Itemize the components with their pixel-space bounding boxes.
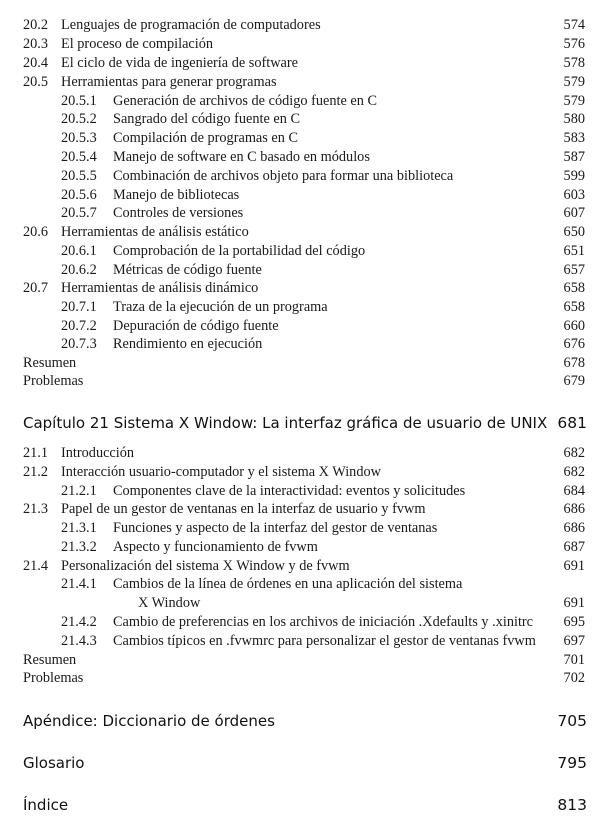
toc-entry bbox=[0, 204, 600, 223]
section-title: Manejo de software en C basado en módulos bbox=[113, 149, 370, 165]
section-title: Cambio de preferencias en los archivos de iniciación .Xdefaults y .xinitrc bbox=[113, 614, 534, 630]
toc-entry bbox=[0, 613, 600, 632]
page-number: 679 bbox=[563, 373, 585, 389]
page-number: 574 bbox=[563, 17, 585, 33]
section-number: 21.4.3 bbox=[61, 633, 97, 649]
page-number: 657 bbox=[563, 262, 585, 278]
section-title: Papel de un gestor de ventanas en la interfaz de usuario y fvwm bbox=[61, 501, 426, 517]
section-number: 20.7.2 bbox=[61, 318, 97, 334]
page-number: 580 bbox=[563, 111, 585, 127]
page-number: 658 bbox=[563, 299, 585, 315]
page-number: 701 bbox=[563, 652, 585, 668]
page-number: 599 bbox=[563, 168, 585, 184]
section-number: 21.2 bbox=[23, 464, 49, 480]
section-title: Herramientas de análisis dinámico bbox=[61, 280, 259, 296]
section-number: 20.5.7 bbox=[61, 205, 97, 221]
toc-entry bbox=[0, 575, 600, 594]
section-title: Compilación de programas en C bbox=[113, 130, 299, 146]
page-number: 705 bbox=[557, 712, 587, 730]
section-title: Rendimiento en ejecución bbox=[113, 336, 263, 352]
page-number: 678 bbox=[563, 355, 585, 371]
section-number: 21.1 bbox=[23, 445, 49, 461]
section-number: 20.5.5 bbox=[61, 168, 97, 184]
page-number: 681 bbox=[557, 414, 587, 432]
page-number: 660 bbox=[563, 318, 585, 334]
section-number: 21.4 bbox=[23, 558, 49, 574]
toc-entry bbox=[0, 298, 600, 317]
page-number: 578 bbox=[563, 55, 585, 71]
index-title: Índice bbox=[23, 796, 69, 814]
section-title: Funciones y aspecto de la interfaz del gestor de ventanas bbox=[113, 520, 438, 536]
section-title: Herramientas de análisis estático bbox=[61, 224, 249, 240]
section-number: 21.4.2 bbox=[61, 614, 97, 630]
section-title: Resumen bbox=[23, 652, 77, 668]
glossary-heading bbox=[0, 751, 600, 775]
toc-entry bbox=[0, 632, 600, 651]
page-number: 583 bbox=[563, 130, 585, 146]
page-number: 682 bbox=[563, 464, 585, 480]
section-number: 20.6.2 bbox=[61, 262, 97, 278]
section-number: 21.3.1 bbox=[61, 520, 97, 536]
toc-entry bbox=[0, 16, 600, 35]
section-title: Combinación de archivos objeto para formar una biblioteca bbox=[113, 168, 454, 184]
toc-entry-summary bbox=[0, 651, 600, 670]
section-title: Manejo de bibliotecas bbox=[113, 187, 240, 203]
toc-entry-problems bbox=[0, 372, 600, 391]
section-number: 21.3.2 bbox=[61, 539, 97, 555]
section-number: 20.6.1 bbox=[61, 243, 97, 259]
toc-entry bbox=[0, 242, 600, 261]
section-title: Depuración de código fuente bbox=[113, 318, 279, 334]
page-number: 684 bbox=[563, 483, 585, 499]
section-number: 20.5.3 bbox=[61, 130, 97, 146]
section-title: Controles de versiones bbox=[113, 205, 244, 221]
section-title: Traza de la ejecución de un programa bbox=[113, 299, 328, 315]
section-title: Cambios típicos en .fvwmrc para personalizar el gestor de ventanas fvwm bbox=[113, 633, 536, 649]
section-number: 20.7 bbox=[23, 280, 49, 296]
section-number: 20.2 bbox=[23, 17, 49, 33]
section-title: Cambios de la línea de órdenes en una aplicación del sistema bbox=[113, 576, 463, 592]
toc-entry bbox=[0, 482, 600, 501]
toc-entry bbox=[0, 167, 600, 186]
page-number: 702 bbox=[563, 670, 585, 686]
chapter-title: Capítulo 21 Sistema X Window: La interfaz gráfica de usuario de UNIX bbox=[23, 414, 548, 432]
toc-entry bbox=[0, 54, 600, 73]
page-number: 682 bbox=[563, 445, 585, 461]
section-number: 21.2.1 bbox=[61, 483, 97, 499]
section-title: X Window bbox=[138, 595, 201, 611]
section-title: Personalización del sistema X Window y de fvwm bbox=[61, 558, 350, 574]
page-number: 651 bbox=[563, 243, 585, 259]
toc-entry bbox=[0, 538, 600, 557]
toc-entry bbox=[0, 279, 600, 298]
section-title: Problemas bbox=[23, 670, 84, 686]
section-number: 20.5.1 bbox=[61, 93, 97, 109]
section-number: 20.5.4 bbox=[61, 149, 97, 165]
page-number: 579 bbox=[563, 74, 585, 90]
section-number: 21.3 bbox=[23, 501, 49, 517]
section-title: Sangrado del código fuente en C bbox=[113, 111, 300, 127]
toc-entry bbox=[0, 500, 600, 519]
section-title: Aspecto y funcionamiento de fvwm bbox=[113, 539, 318, 555]
section-number: 20.5.2 bbox=[61, 111, 97, 127]
section-number: 20.7.3 bbox=[61, 336, 97, 352]
section-title: Problemas bbox=[23, 373, 84, 389]
page-number: 813 bbox=[557, 796, 587, 814]
chapter-heading bbox=[0, 411, 600, 435]
section-number: 20.5 bbox=[23, 74, 49, 90]
page-number: 691 bbox=[563, 595, 585, 611]
page-number: 587 bbox=[563, 149, 585, 165]
toc-entry bbox=[0, 519, 600, 538]
appendix-title: Apéndice: Diccionario de órdenes bbox=[23, 712, 275, 730]
section-title: Lenguajes de programación de computadores bbox=[61, 17, 321, 33]
toc-entry-problems bbox=[0, 669, 600, 688]
page-number: 686 bbox=[563, 501, 585, 517]
toc-entry-continuation bbox=[0, 594, 600, 613]
toc-entry bbox=[0, 557, 600, 576]
toc-entry-summary bbox=[0, 354, 600, 373]
page-number: 691 bbox=[563, 558, 585, 574]
toc-entry bbox=[0, 148, 600, 167]
page-number: 658 bbox=[563, 280, 585, 296]
toc-entry bbox=[0, 223, 600, 242]
toc-entry bbox=[0, 92, 600, 111]
toc-entry bbox=[0, 444, 600, 463]
toc-entry bbox=[0, 35, 600, 54]
section-number: 21.4.1 bbox=[61, 576, 97, 592]
page-number: 603 bbox=[563, 187, 585, 203]
section-title: El proceso de compilación bbox=[61, 36, 214, 52]
section-title: El ciclo de vida de ingeniería de software bbox=[61, 55, 298, 71]
toc-entry bbox=[0, 463, 600, 482]
page-number: 576 bbox=[563, 36, 585, 52]
section-title: Generación de archivos de código fuente en C bbox=[113, 93, 377, 109]
page-number: 686 bbox=[563, 520, 585, 536]
toc-entry bbox=[0, 186, 600, 205]
glossary-title: Glosario bbox=[23, 754, 85, 772]
toc-entry bbox=[0, 335, 600, 354]
index-heading bbox=[0, 793, 600, 817]
page-number: 695 bbox=[563, 614, 585, 630]
page-number: 579 bbox=[563, 93, 585, 109]
toc-entry bbox=[0, 110, 600, 129]
section-title: Herramientas para generar programas bbox=[61, 74, 277, 90]
page-number: 687 bbox=[563, 539, 585, 555]
page-number: 795 bbox=[557, 754, 587, 772]
toc-entry bbox=[0, 129, 600, 148]
section-number: 20.3 bbox=[23, 36, 49, 52]
section-title: Comprobación de la portabilidad del código bbox=[113, 243, 366, 259]
section-title: Interacción usuario-computador y el sistema X Window bbox=[61, 464, 381, 480]
section-title: Introducción bbox=[61, 445, 135, 461]
page-number: 607 bbox=[563, 205, 585, 221]
section-title: Resumen bbox=[23, 355, 77, 371]
appendix-heading bbox=[0, 709, 600, 733]
page-number: 650 bbox=[563, 224, 585, 240]
section-number: 20.7.1 bbox=[61, 299, 97, 315]
toc-entry bbox=[0, 73, 600, 92]
section-title: Métricas de código fuente bbox=[113, 262, 262, 278]
page-number: 697 bbox=[563, 633, 585, 649]
section-number: 20.5.6 bbox=[61, 187, 97, 203]
section-title: Componentes clave de la interactividad: eventos y solicitudes bbox=[113, 483, 466, 499]
toc-entry bbox=[0, 317, 600, 336]
page-number: 676 bbox=[563, 336, 585, 352]
section-number: 20.4 bbox=[23, 55, 49, 71]
section-number: 20.6 bbox=[23, 224, 49, 240]
toc-entry bbox=[0, 261, 600, 280]
